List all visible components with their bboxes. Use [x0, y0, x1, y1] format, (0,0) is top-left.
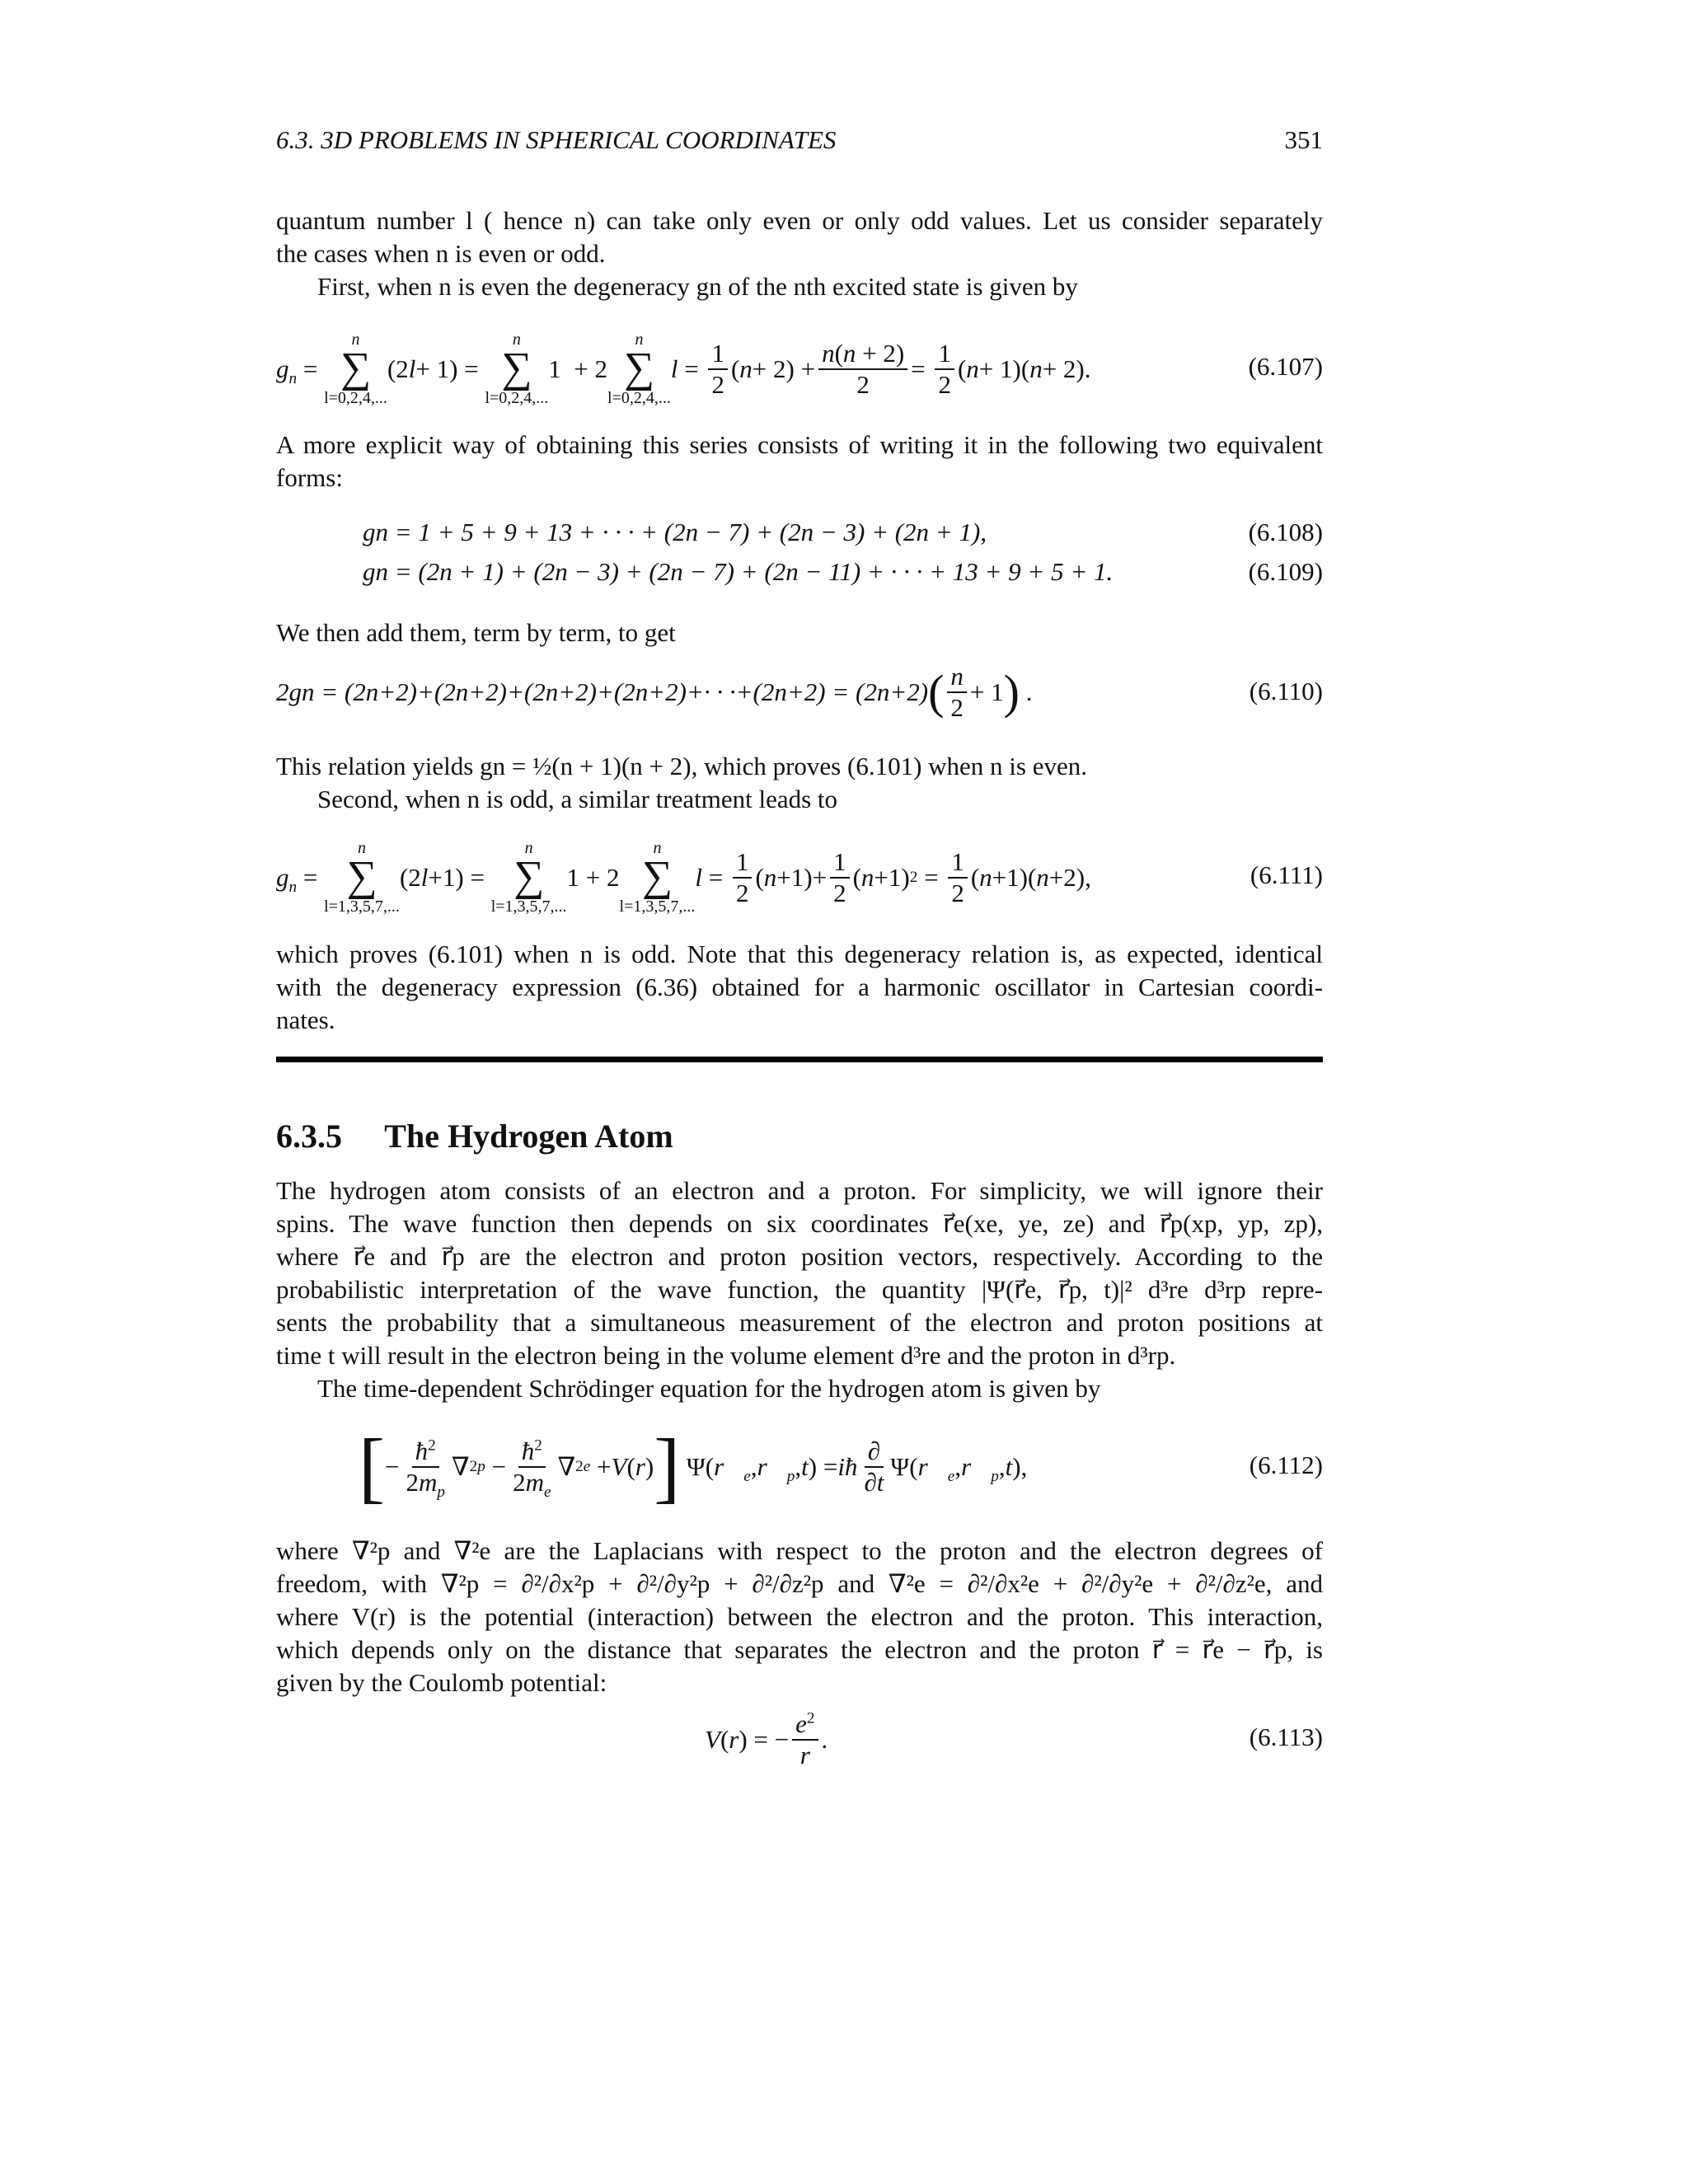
summation-symbol: n ∑ l=0,2,4,... — [324, 330, 387, 407]
text-line: the cases when n is even or odd. — [276, 239, 606, 268]
equation-body: gn = (2n + 1) + (2n − 3) + (2n − 7) + (2n − 11) + · · · + 13 + 9 + 5 + 1. — [363, 557, 1114, 586]
text-line: The time-dependent Schrödinger equation for the hydrogen atom is given by — [317, 1374, 1101, 1403]
text-line: A more explicit way of obtaining this series consists of writing it in the following two equivalent — [276, 430, 1323, 459]
summation-symbol: n ∑ l=1,3,5,7,... — [490, 838, 567, 916]
text-line: nates. — [276, 1005, 335, 1034]
equation-number: (6.111) — [1250, 860, 1323, 889]
text-line: with the degeneracy expression (6.36) obtained for a harmonic oscillator in Cartesian coordi- — [276, 972, 1323, 1001]
summation-symbol: n ∑ l=0,2,4,... — [485, 330, 549, 407]
section-heading — [276, 1117, 673, 1155]
equation-6-111: $g_n$ = n ∑ l=1,3,5,7,... (2 l +1) = n ∑ l=1,3,5,7,... 1 + 2 n ∑ l=1,3,5,7,... l = $\frac{1}{2}$ ( n +1)+ $\frac{1}{2}$ ( n +1) 2 = $\frac{1}{2}$ ( n +1)( n +2), (6.111) — [276, 838, 1323, 916]
equation-6-108 — [363, 518, 1323, 551]
text-line: where V(r) is the potential (interaction) between the electron and the proton. This interaction, — [276, 1602, 1323, 1631]
text-line: We then add them, term by term, to get — [276, 618, 676, 647]
paragraph-even-result — [276, 750, 1323, 816]
text-line: time t will result in the electron being in the volume element d³re and the proton in d³rp. — [276, 1341, 1176, 1370]
text-line: spins. The wave function then depends on six coordinates r⃗e(xe, ye, ze) and r⃗p(xp, yp, zp), — [276, 1209, 1323, 1238]
equation-6-112: [ − $\frac{ħ^2}{2m_p}$ ∇ 2 p − $\frac{ħ^2}{2m_e}$ ∇ 2 e + V ( r ) ] Ψ( $r⃗_e$ , $r⃗_p$ , t ) = iħ $\frac{\partial}{\partial t}$ Ψ( $r⃗_e$ , $r⃗_p$ , t ), (6.112) — [359, 1422, 1323, 1511]
equation-number: (6.110) — [1249, 677, 1323, 705]
paragraph-odd-result — [276, 938, 1323, 1037]
equation-number: (6.109) — [1248, 557, 1323, 586]
equation-number: (6.113) — [1249, 1722, 1323, 1751]
equation-number: (6.108) — [1248, 518, 1323, 546]
section-divider — [276, 1057, 1323, 1062]
equation-body: 2gn = (2n+2)+(2n+2)+(2n+2)+(2n+2)+· · ·+(2n+2) = (2n+2) — [276, 677, 929, 706]
equation-number: (6.107) — [1248, 352, 1323, 381]
summation-symbol: n ∑ l=1,3,5,7,... — [324, 838, 400, 916]
equation-number: (6.112) — [1249, 1451, 1323, 1479]
equation-body: gn = 1 + 5 + 9 + 13 + · · · + (2n − 7) + (2n − 3) + (2n + 1), — [363, 518, 987, 546]
summation-symbol: n ∑ l=0,2,4,... — [607, 330, 671, 407]
page-number: 351 — [1284, 125, 1323, 154]
section-title: The Hydrogen Atom — [384, 1118, 673, 1155]
paragraph-hydrogen — [276, 1174, 1323, 1405]
equation-6-113: V ( r ) = − $\frac{e^2}{r}$ . (6.113) — [705, 1708, 1323, 1769]
text-line: sents the probability that a simultaneous measurement of the electron and proton positions at — [276, 1308, 1323, 1337]
equation-6-109 — [363, 557, 1323, 590]
text-line: This relation yields gn = ½(n + 1)(n + 2), which proves (6.101) when n is even. — [276, 752, 1087, 780]
text-line: Second, when n is odd, a similar treatment leads to — [317, 785, 838, 813]
header-section-title: 6.3. 3D PROBLEMS IN SPHERICAL COORDINATES — [276, 125, 837, 154]
text-line: freedom, with ∇²p = ∂²/∂x²p + ∂²/∂y²p + ∂²/∂z²p and ∇²e = ∂²/∂x²e + ∂²/∂y²e + ∂²/∂z²e, and — [276, 1569, 1323, 1598]
text-line: which proves (6.101) when n is odd. Note that this degeneracy relation is, as expected, identical — [276, 940, 1323, 968]
section-number: 6.3.5 — [276, 1118, 342, 1155]
text-line: quantum number l ( hence n) can take only even or only odd values. Let us consider separately — [276, 206, 1323, 235]
text-line: First, when n is even the degeneracy gn of the nth excited state is given by — [317, 272, 1078, 301]
running-header — [276, 125, 1323, 158]
text-line: The hydrogen atom consists of an electron and a proton. For simplicity, we will ignore their — [276, 1176, 1323, 1205]
text-line: given by the Coulomb potential: — [276, 1668, 607, 1697]
text-line: forms: — [276, 463, 343, 492]
text-line: where r⃗e and r⃗p are the electron and proton position vectors, respectively. According to the — [276, 1242, 1323, 1271]
text-line: probabilistic interpretation of the wave function, the quantity |Ψ(r⃗e, r⃗p, t)|² d³re d³rp repre- — [276, 1275, 1323, 1304]
paragraph-intro — [276, 204, 1323, 303]
equation-6-107: $g_n$ = n ∑ l=0,2,4,... (2 l + 1) = n ∑ l=0,2,4,... 1 + 2 n ∑ l=0,2,4,... l = $\frac{1}{2}$ ( n + 2) + $\frac{n(n + 2)}{2}$ = $\frac{1}{2}$ ( n + 1)( n + 2). (6.107) — [276, 330, 1323, 407]
equation-6-110: 2gn = (2n+2)+(2n+2)+(2n+2)+(2n+2)+· · ·+(2n+2) = (2n+2) ( $\frac{n}{2}$ + 1 ) . (6.110) — [276, 662, 1323, 722]
paragraph-laplacians — [276, 1535, 1323, 1699]
text-line: which depends only on the distance that separates the electron and the proton r⃗ = r⃗e − r⃗p, is — [276, 1635, 1323, 1664]
paragraph-explicit-series — [276, 429, 1323, 494]
text-line: where ∇²p and ∇²e are the Laplacians with respect to the proton and the electron degrees of — [276, 1536, 1323, 1565]
summation-symbol: n ∑ l=1,3,5,7,... — [619, 838, 696, 916]
